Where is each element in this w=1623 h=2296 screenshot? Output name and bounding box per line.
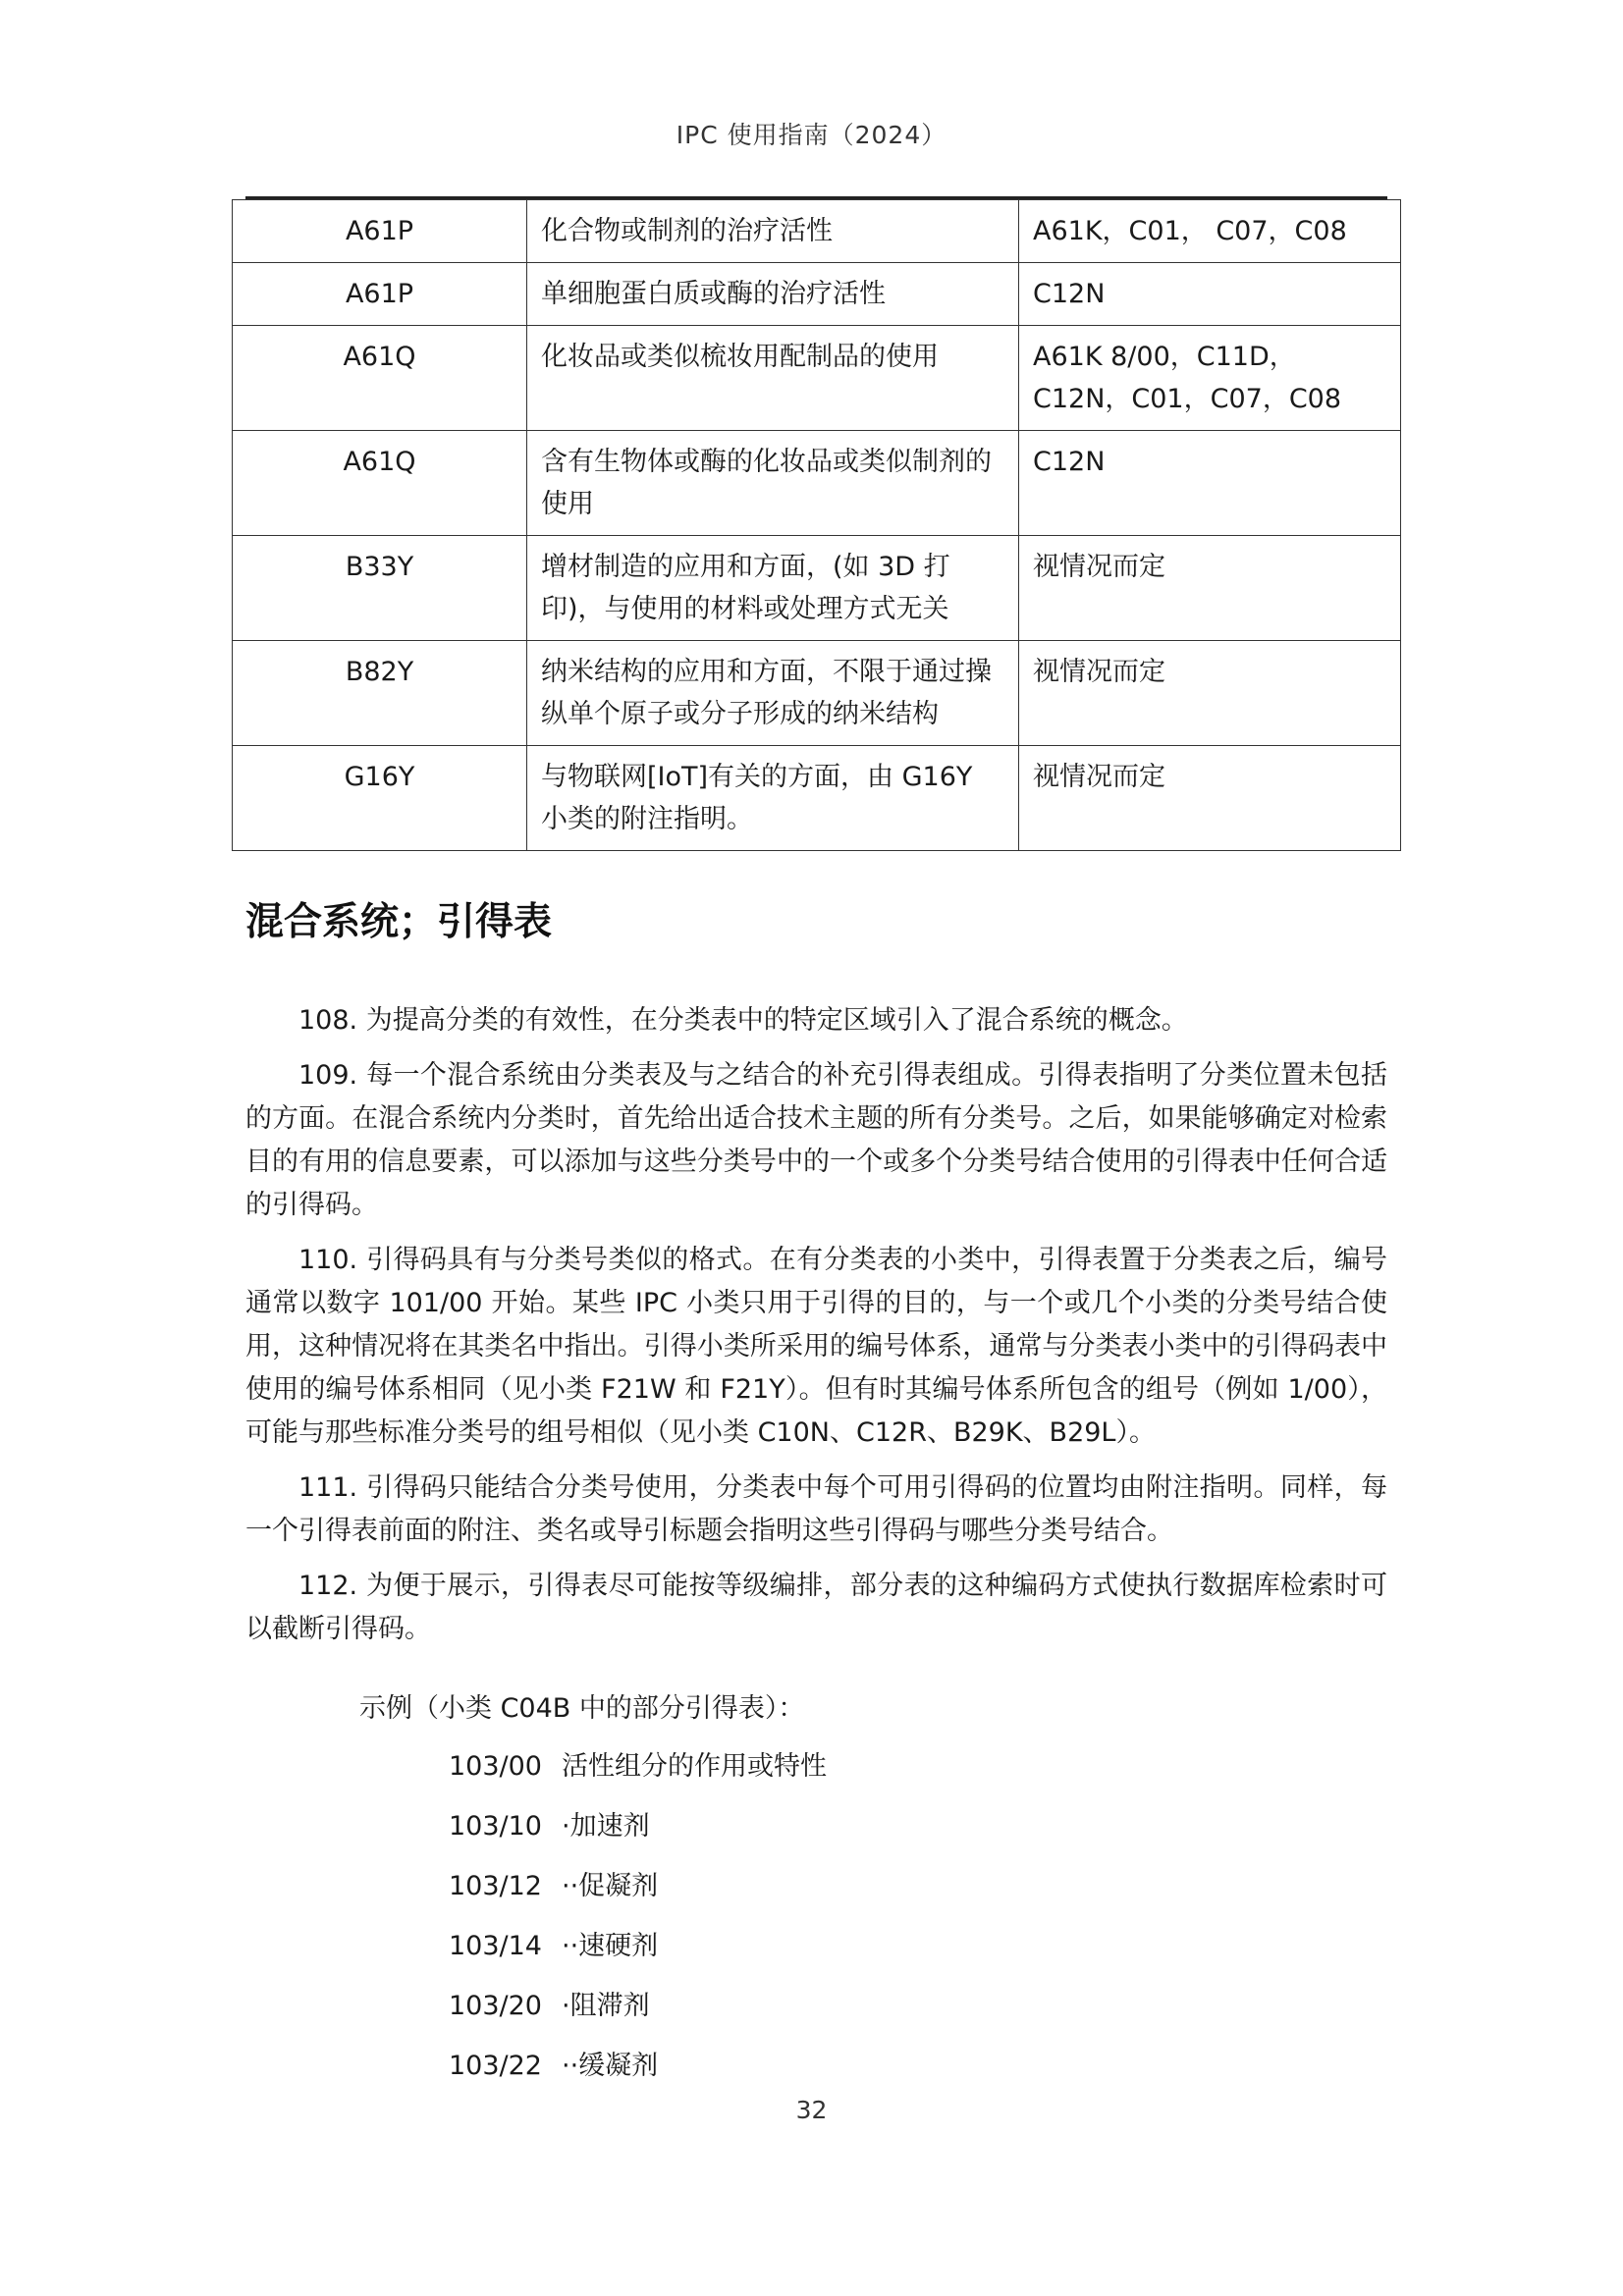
table-cell-code: A61P	[233, 263, 527, 326]
paragraph-111: 111. 引得码只能结合分类号使用，分类表中每个可用引得码的位置均由附注指明。同样，每一个引得表前面的附注、类名或导引标题会指明这些引得码与哪些分类号结合。	[245, 1472, 1387, 1546]
paragraph-112: 112. 为便于展示，引得表尽可能按等级编排，部分表的这种编码方式使执行数据库检索时可以截断引得码。	[245, 1571, 1387, 1644]
table-cell-description: 化妆品或类似梳妆用配制品的使用	[527, 326, 1019, 431]
list-item	[449, 1925, 827, 1985]
table-row	[233, 746, 1401, 851]
table-row	[233, 263, 1401, 326]
index-code: 103/12	[449, 1871, 542, 1901]
table-cell-reference: 视情况而定	[1019, 641, 1401, 746]
body-paragraphs	[245, 999, 1387, 1663]
table-row	[233, 641, 1401, 746]
table-row	[233, 326, 1401, 431]
table-cell-reference: C12N	[1019, 431, 1401, 536]
table-cell-description: 增材制造的应用和方面，(如 3D 打印)，与使用的材料或处理方式无关	[527, 536, 1019, 641]
paragraph-110: 110. 引得码具有与分类号类似的格式。在有分类表的小类中，引得表置于分类表之后，编号通常以数字 101/00 开始。某些 IPC 小类只用于引得的目的，与一个或几个小类的分类号结合使用，这种情况将在其类名中指出。引得小类所采用的编号体系，通常与分类表小类中的引得码表中使用的编号体系相同（见小类 F21W 和 F21Y）。但有时其编号体系所包含的组号（例如 1/00），可能与那些标准分类号的组号相似（见小类 C10N、C12R、B29K、B29L）。	[245, 1245, 1387, 1448]
table-cell-description: 含有生物体或酶的化妆品或类似制剂的使用	[527, 431, 1019, 536]
index-text: ··促凝剂	[562, 1871, 659, 1901]
list-item	[449, 1985, 827, 2045]
page-number: 32	[795, 2096, 828, 2124]
page-header: IPC 使用指南（2024）	[676, 121, 947, 149]
example-title: 示例（小类 C04B 中的部分引得表）：	[359, 1693, 805, 1724]
table-cell-reference: 视情况而定	[1019, 536, 1401, 641]
index-code: 103/14	[449, 1931, 542, 1961]
table-cell-code: B33Y	[233, 536, 527, 641]
index-code: 103/20	[449, 1991, 542, 2021]
list-item	[449, 1745, 827, 1805]
paragraph-109: 109. 每一个混合系统由分类表及与之结合的补充引得表组成。引得表指明了分类位置未包括的方面。在混合系统内分类时，首先给出适合技术主题的所有分类号。之后，如果能够确定对检索目的有用的信息要素，可以添加与这些分类号中的一个或多个分类号结合使用的引得表中任何合适的引得码。	[245, 1060, 1387, 1220]
table-cell-code: G16Y	[233, 746, 527, 851]
table-cell-code: A61P	[233, 200, 527, 263]
table-cell-reference: A61K，C01， C07，C08	[1019, 200, 1401, 263]
table-cell-description: 单细胞蛋白质或酶的治疗活性	[527, 263, 1019, 326]
table-cell-code: A61Q	[233, 431, 527, 536]
index-text: ·阻滞剂	[562, 1991, 650, 2021]
table-cell-description: 纳米结构的应用和方面，不限于通过操纵单个原子或分子形成的纳米结构	[527, 641, 1019, 746]
table-cell-reference: C12N	[1019, 263, 1401, 326]
classification-table	[232, 199, 1401, 851]
table-cell-reference: 视情况而定	[1019, 746, 1401, 851]
table-cell-description: 与物联网[IoT]有关的方面，由 G16Y 小类的附注指明。	[527, 746, 1019, 851]
index-text: 活性组分的作用或特性	[562, 1751, 827, 1782]
example-index-list	[449, 1745, 827, 2105]
table-cell-code: A61Q	[233, 326, 527, 431]
list-item	[449, 1805, 827, 1865]
table-row	[233, 431, 1401, 536]
table-row	[233, 200, 1401, 263]
table-cell-reference: A61K 8/00，C11D，C12N，C01，C07，C08	[1019, 326, 1401, 431]
index-text: ·加速剂	[562, 1811, 650, 1842]
table-cell-description: 化合物或制剂的治疗活性	[527, 200, 1019, 263]
list-item	[449, 1865, 827, 1925]
index-code: 103/10	[449, 1811, 542, 1842]
paragraph-108: 108. 为提高分类的有效性，在分类表中的特定区域引入了混合系统的概念。	[298, 1005, 1188, 1036]
index-text: ··速硬剂	[562, 1931, 659, 1961]
index-code: 103/22	[449, 2051, 542, 2081]
table-cell-code: B82Y	[233, 641, 527, 746]
index-code: 103/00	[449, 1751, 542, 1782]
index-text: ··缓凝剂	[562, 2051, 659, 2081]
section-title: 混合系统；引得表	[245, 900, 553, 944]
table-row	[233, 536, 1401, 641]
